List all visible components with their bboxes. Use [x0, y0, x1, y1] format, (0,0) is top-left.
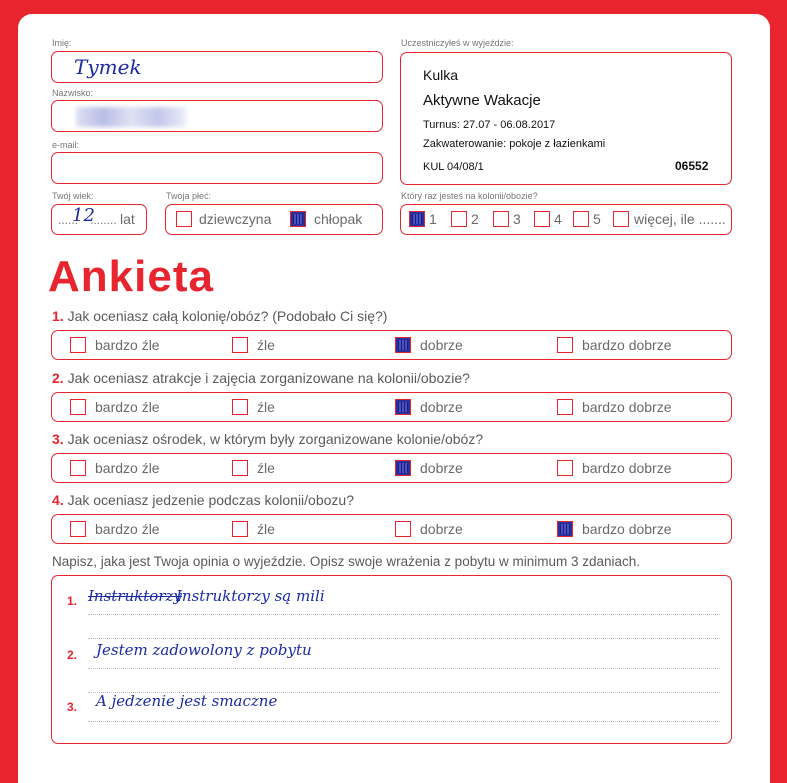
question-3-options: [51, 453, 732, 483]
times-checkbox-1[interactable]: [409, 211, 425, 227]
gender-option-boy: chłopak: [314, 211, 363, 227]
q4-option-bad-checkbox[interactable]: [232, 521, 248, 537]
times-checkbox-3[interactable]: [493, 211, 509, 227]
times-checkbox-5[interactable]: [573, 211, 589, 227]
ticket-accommodation: Zakwaterowanie: pokoje z łazienkami: [423, 138, 606, 150]
times-option-5: 5: [593, 211, 601, 227]
times-checkbox-4[interactable]: [534, 211, 550, 227]
q1-option-bad: źle: [257, 337, 275, 353]
q4-option-bad: źle: [257, 521, 275, 537]
q2-option-very-bad-checkbox[interactable]: [70, 399, 86, 415]
q1-option-very-bad-checkbox[interactable]: [70, 337, 86, 353]
answer-1-text: Instruktorzy są mili: [176, 587, 325, 605]
times-option-1: 1: [429, 211, 437, 227]
answer-line: [88, 721, 720, 722]
q1-option-very-bad: bardzo źle: [95, 337, 160, 353]
q3-option-very-bad: bardzo źle: [95, 460, 160, 476]
answer-3-number: 3.: [67, 700, 78, 714]
q2-option-good-checkbox[interactable]: [395, 399, 411, 415]
email-label: e-mail:: [52, 140, 80, 150]
times-option-more: więcej, ile .......: [634, 211, 726, 227]
age-value: 12: [72, 205, 95, 226]
opinion-box[interactable]: [51, 575, 732, 744]
q3-option-bad: źle: [257, 460, 275, 476]
question-3: 3. Jak oceniasz ośrodek, w którym były zorganizowane kolonie/obóz?: [52, 431, 484, 447]
answer-line: [88, 668, 720, 669]
redacted-surname: [76, 107, 186, 127]
question-1: 1. Jak oceniasz całą kolonię/obóz? (Podobało Ci się?): [52, 308, 388, 324]
q2-option-very-bad: bardzo źle: [95, 399, 160, 415]
answer-2-text: Jestem zadowolony z pobytu: [96, 641, 312, 659]
age-label: Twój wiek:: [52, 191, 94, 201]
q3-option-good: dobrze: [420, 460, 463, 476]
q2-option-very-good: bardzo dobrze: [582, 399, 672, 415]
age-field[interactable]: [51, 204, 147, 235]
q4-option-good-checkbox[interactable]: [395, 521, 411, 537]
question-2: 2. Jak oceniasz atrakcje i zajęcia zorganizowane na kolonii/obozie?: [52, 370, 470, 386]
q4-option-good: dobrze: [420, 521, 463, 537]
age-dots-after: ........: [90, 213, 117, 227]
q1-option-good-checkbox[interactable]: [395, 337, 411, 353]
gender-checkbox-boy[interactable]: [290, 211, 306, 227]
gender-field: [165, 204, 383, 235]
opinion-prompt: Napisz, jaka jest Twoja opinia o wyjeździe. Opisz swoje wrażenia z pobytu w minimum 3 zdaniach.: [52, 554, 641, 569]
ticket-box: [400, 52, 732, 185]
q2-option-bad-checkbox[interactable]: [232, 399, 248, 415]
q4-option-very-bad: bardzo źle: [95, 521, 160, 537]
q1-option-good: dobrze: [420, 337, 463, 353]
times-option-4: 4: [554, 211, 562, 227]
name-field[interactable]: [51, 51, 383, 83]
times-checkbox-more[interactable]: [613, 211, 629, 227]
age-unit: lat: [120, 211, 135, 227]
times-checkbox-2[interactable]: [451, 211, 467, 227]
question-1-options: [51, 330, 732, 360]
q1-option-bad-checkbox[interactable]: [232, 337, 248, 353]
surname-label: Nazwisko:: [52, 88, 94, 98]
q4-option-very-good-checkbox[interactable]: [557, 521, 573, 537]
answer-3-text: A jedzenie jest smaczne: [96, 692, 278, 710]
participant-label: Uczestniczyłeś w wyjeździe:: [401, 38, 514, 48]
times-option-2: 2: [471, 211, 479, 227]
ticket-line1: Kulka: [423, 67, 459, 83]
ticket-code: KUL 04/08/1: [423, 161, 484, 173]
q2-option-bad: źle: [257, 399, 275, 415]
answer-1-struck: Instruktorzy: [88, 587, 182, 605]
times-option-3: 3: [513, 211, 521, 227]
times-label: Który raz jesteś na kolonii/obozie?: [401, 191, 538, 201]
ticket-line2: Aktywne Wakacje: [423, 92, 541, 109]
q3-option-very-good: bardzo dobrze: [582, 460, 672, 476]
surname-field[interactable]: [51, 100, 383, 132]
q3-option-bad-checkbox[interactable]: [232, 460, 248, 476]
answer-2-number: 2.: [67, 648, 78, 662]
ticket-number: 06552: [675, 159, 709, 173]
name-label: Imię:: [52, 38, 72, 48]
q4-option-very-bad-checkbox[interactable]: [70, 521, 86, 537]
gender-checkbox-girl[interactable]: [176, 211, 192, 227]
age-dots-before: ......: [58, 213, 79, 227]
q3-option-very-good-checkbox[interactable]: [557, 460, 573, 476]
survey-title: Ankieta: [48, 252, 214, 301]
ticket-turnus: Turnus: 27.07 - 06.08.2017: [423, 119, 556, 131]
answer-line: [88, 614, 720, 615]
q2-option-good: dobrze: [420, 399, 463, 415]
q1-option-very-good-checkbox[interactable]: [557, 337, 573, 353]
gender-option-girl: dziewczyna: [199, 211, 272, 227]
gender-label: Twoja płeć:: [166, 191, 212, 201]
q3-option-very-bad-checkbox[interactable]: [70, 460, 86, 476]
question-2-options: [51, 392, 732, 422]
name-value: Tymek: [74, 55, 142, 79]
q2-option-very-good-checkbox[interactable]: [557, 399, 573, 415]
times-field: [400, 204, 732, 235]
survey-sheet: [18, 14, 770, 783]
answer-1-number: 1.: [67, 594, 78, 608]
q3-option-good-checkbox[interactable]: [395, 460, 411, 476]
question-4: 4. Jak oceniasz jedzenie podczas kolonii/obozu?: [52, 492, 354, 508]
answer-line: [88, 638, 720, 639]
q1-option-very-good: bardzo dobrze: [582, 337, 672, 353]
email-field[interactable]: [51, 152, 383, 184]
q4-option-very-good: bardzo dobrze: [582, 521, 672, 537]
question-4-options: [51, 514, 732, 544]
